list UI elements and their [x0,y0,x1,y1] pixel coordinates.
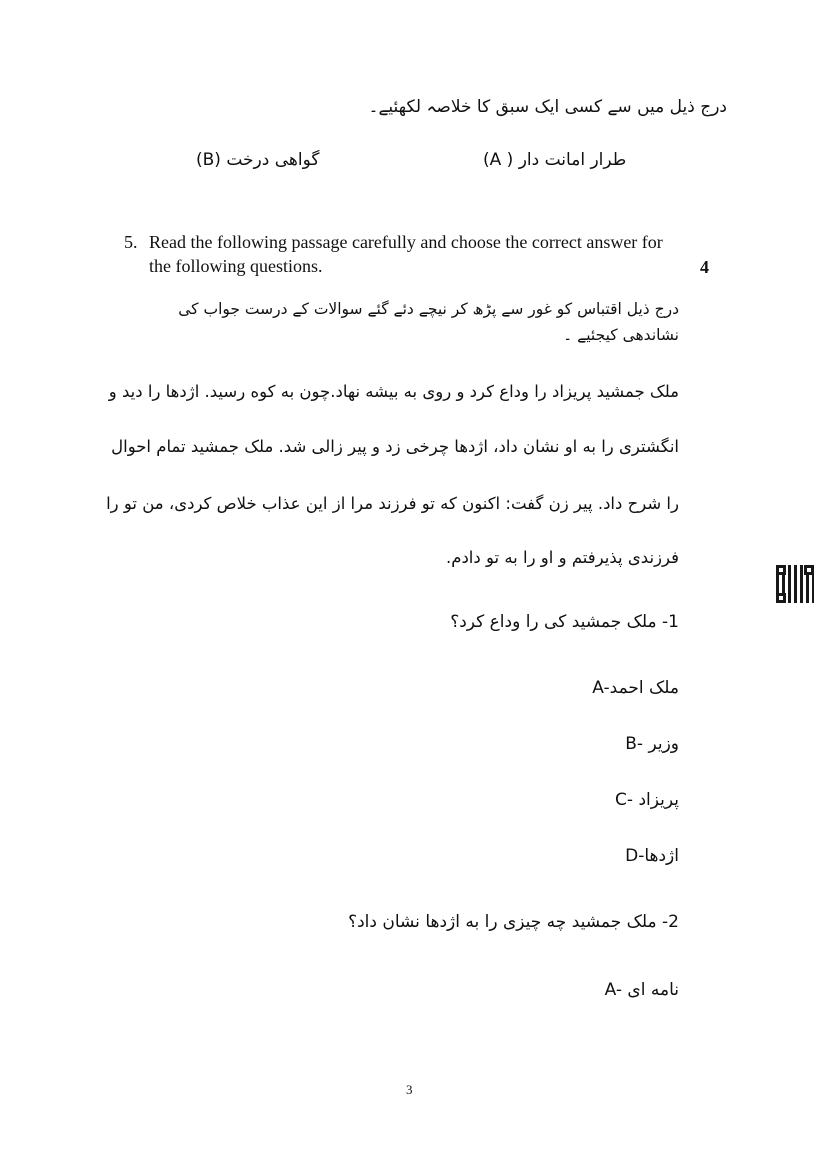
question-urdu-line-1: درج ذیل اقتباس کو غور سے پڑھ کر نیچے دئے گئے سوالات کے درست جواب کی [178,300,679,318]
marks: 4 [700,257,709,277]
qr-code-icon [776,565,814,603]
passage-line-3: را شرح داد. پیر زن گفت: اکنون که تو فرزند مرا از این عذاب خلاص کردی، من تو را [106,494,679,513]
summary-instruction: درج ذیل میں سے کسی ایک سبق کا خلاصہ لکھئیے۔ [368,97,727,117]
question-urdu-line-2: نشاندھی کیجئیے ۔ [563,326,679,344]
question-line-2: the following questions. [149,256,323,276]
passage-line-1: ملک جمشید پریزاد را وداع کرد و روی به بیشه نهاد.چون به کوه رسید. اژدها را دید و [108,382,679,401]
q2-option-a: A- نامه ای [604,980,679,1000]
q1-option-a: A-ملک احمد [592,678,679,698]
q1-option-b: B- وزیر [625,734,679,754]
passage-line-2: انگشتری را به او نشان داد، اژدها چرخی زد و پیر زالی شد. ملک جمشید تمام احوال [111,437,679,456]
option-b-lesson: (B) گواهی درخت [196,150,320,170]
page-number: 3 [406,1082,413,1097]
q1-option-d: D-اژدها [625,846,679,866]
question-number: 5. [124,232,138,252]
question-2: 2- ملک جمشید چه چیزی را به اژدها نشان داد؟ [348,912,679,932]
question-1: 1- ملک جمشید کی را وداع کرد؟ [450,612,679,632]
option-a-lesson: (A ) طرار امانت دار [483,150,627,170]
passage-line-4: فرزندی پذیرفتم و او را به تو دادم. [445,548,679,567]
question-line-1: Read the following passage carefully and choose the correct answer for [149,232,663,252]
q1-option-c: C- پریزاد [615,790,679,810]
